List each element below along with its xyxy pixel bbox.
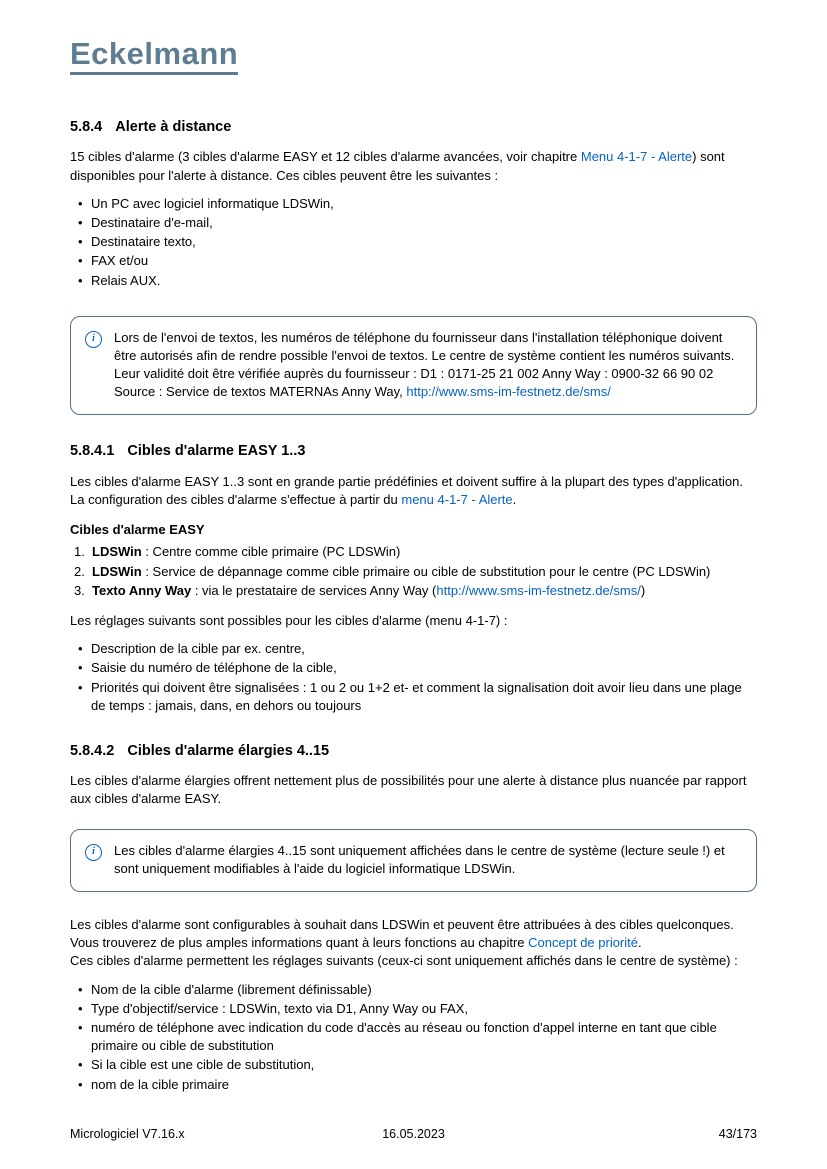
extended-settings-list — [70, 981, 757, 1094]
info-icon: i — [85, 844, 102, 861]
info-icon: i — [85, 331, 102, 348]
item-text: ) — [640, 582, 646, 598]
paragraph-text: ) sont disponibles pour l'alerte à distance. Ces cibles peuvent être les suivantes : — [70, 149, 725, 183]
info-box-text: Les cibles d'alarme élargies 4..15 sont uniquement affichées dans le centre de système (lecture seule !) et sont uniquement modifiables à l'aide du logiciel informatique LDSWin. — [114, 842, 725, 876]
list-item: • numéro de téléphone avec indication du code d'accès au réseau ou fonction d'appel interne en tant que cible primaire ou cible de substitution — [78, 1019, 757, 1055]
section-number: 5.8.4.1 — [70, 443, 115, 460]
item-number: 1. — [74, 544, 85, 560]
list-item: • Description de la cible par ex. centre, — [78, 640, 757, 658]
item-text: : via le prestataire de services Anny Way ( — [191, 582, 437, 598]
link-menu-4-1-7-alerte[interactable]: Menu 4-1-7 - Alerte — [580, 149, 693, 165]
item-text: : Service de dépannage comme cible primaire ou cible de substitution pour le centre (PC LDSWin) — [141, 563, 711, 579]
subheading-cibles-easy: Cibles d'alarme EASY — [70, 522, 205, 538]
paragraph-text: 15 cibles d'alarme (3 cibles d'alarme EASY et 12 cibles d'alarme avancées, voir chapitre — [70, 149, 581, 165]
list-item: • Nom de la cible d'alarme (librement définissable) — [78, 981, 757, 999]
footer-page-number: 43/173 — [718, 1126, 757, 1141]
info-box-text — [114, 329, 740, 402]
footer-firmware-version: Micrologiciel V7.16.x — [70, 1126, 185, 1141]
list-item: • Si la cible est une cible de substitution, — [78, 1056, 757, 1074]
paragraph-text: Les cibles d'alarme sont configurables à souhait dans LDSWin et peuvent être attribuées à des cibles quelconques. Vous trouverez de plus amples informations quant à leurs fonctions au chapitre — [70, 917, 734, 951]
paragraph-text: . — [638, 935, 642, 951]
item-number: 2. — [74, 563, 85, 579]
info-text: Lors de l'envoi de textos, les numéros de téléphone du fournisseur dans l'installation téléphonique doivent être autorisés afin de rendre possible l'envoi de textos. Le centre de système contient les numéros suivants. Leur validité doit être vérifiée auprès du fournisseur : D1 : 0171-25 21 002 Anny Way : 0900-32 66 90 02 Source : Service de textos MATERNAs Anny Way, — [114, 329, 735, 400]
paragraph-text: Les cibles d'alarme EASY 1..3 sont en grande partie prédéfinies et doivent suffire à la plupart des types d'application. La configuration des cibles d'alarme s'effectue à partir du — [70, 473, 743, 508]
paragraph-easy-intro — [70, 473, 757, 509]
numbered-item — [74, 563, 757, 581]
section-number: 5.8.4.2 — [70, 742, 115, 759]
paragraph-configurable — [70, 916, 757, 952]
paragraph-allowed-settings: Ces cibles d'alarme permettent les réglages suivants (ceux-ci sont uniquement affichés dans le centre de système) : — [70, 953, 738, 969]
eckelmann-logo: Eckelmann — [70, 38, 238, 75]
paragraph-intro — [70, 148, 757, 184]
list-item: • Relais AUX. — [78, 272, 757, 290]
link-sms-im-festnetz-2[interactable]: http://www.sms-im-festnetz.de/sms/ — [436, 582, 641, 598]
section-heading-584 — [70, 119, 757, 136]
item-bold: Texto Anny Way — [92, 582, 192, 598]
settings-list — [70, 640, 757, 715]
list-item: • Destinataire texto, — [78, 233, 757, 251]
list-item: • Un PC avec logiciel informatique LDSWin, — [78, 195, 757, 213]
section-title: Cibles d'alarme élargies 4..15 — [127, 742, 330, 759]
list-item: • Saisie du numéro de téléphone de la cible, — [78, 659, 757, 677]
section-title: Alerte à distance — [115, 119, 232, 135]
info-box-sms-numbers — [70, 316, 757, 416]
list-item: • FAX et/ou — [78, 252, 757, 270]
item-number: 3. — [74, 582, 85, 598]
paragraph-settings: Les réglages suivants sont possibles pour les cibles d'alarme (menu 4-1-7) : — [70, 612, 508, 628]
paragraph-text: . — [512, 492, 517, 508]
alarm-target-types-list — [70, 195, 757, 290]
item-bold: LDSWin — [92, 563, 142, 579]
list-item: • nom de la cible primaire — [78, 1076, 757, 1094]
numbered-item — [74, 582, 757, 600]
section-title: Cibles d'alarme EASY 1..3 — [127, 443, 306, 460]
link-menu-4-1-7-alerte-2[interactable]: menu 4-1-7 - Alerte — [401, 492, 513, 508]
info-box-extended-targets — [70, 829, 757, 892]
footer-date: 16.05.2023 — [382, 1126, 445, 1141]
list-item: • Priorités qui doivent être signalisées : 1 ou 2 ou 1+2 et- et comment la signalisation doit avoir lieu dans une plage de temps : jamais, dans, en dehors ou toujours — [78, 679, 757, 715]
page-content — [70, 119, 757, 1094]
list-item: • Type d'objectif/service : LDSWin, texto via D1, Anny Way ou FAX, — [78, 1000, 757, 1018]
section-number: 5.8.4 — [70, 119, 103, 135]
paragraph-extended-intro: Les cibles d'alarme élargies offrent nettement plus de possibilités pour une alerte à distance plus nuancée par rapport aux cibles d'alarme EASY. — [70, 773, 747, 807]
link-concept-de-priorite[interactable]: Concept de priorité — [528, 935, 638, 951]
section-heading-5842 — [70, 743, 757, 760]
link-sms-im-festnetz[interactable]: http://www.sms-im-festnetz.de/sms/ — [406, 384, 611, 400]
numbered-item — [74, 543, 757, 561]
item-text: : Centre comme cible primaire (PC LDSWin) — [141, 544, 401, 560]
list-item: • Destinataire d'e-mail, — [78, 214, 757, 232]
easy-targets-numbered-list — [70, 543, 757, 600]
item-bold: LDSWin — [92, 544, 142, 560]
page-footer — [70, 1126, 757, 1144]
section-heading-5841 — [70, 443, 757, 460]
